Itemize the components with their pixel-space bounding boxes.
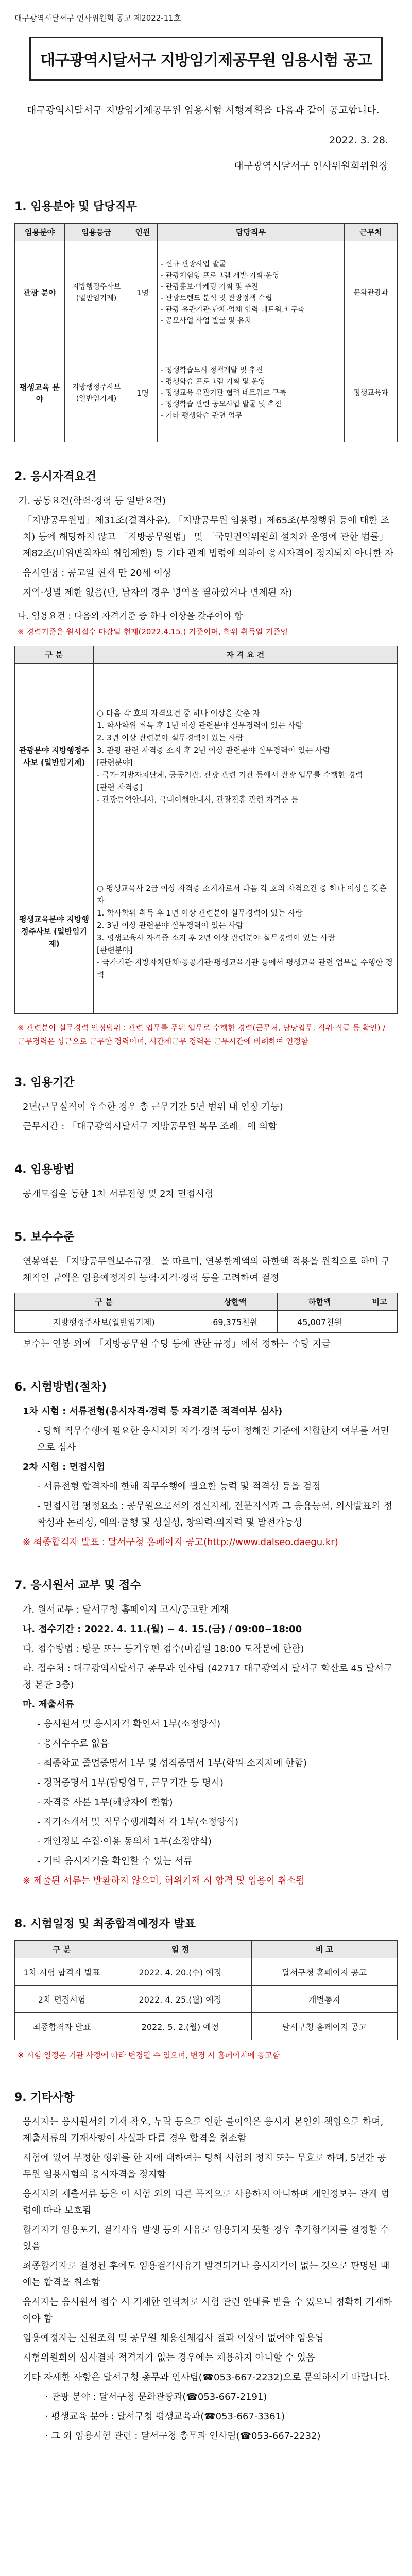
category-cell: 관광분야 지방행정주사보 (일반임기제) [15, 664, 94, 849]
duties-cell: - 평생학습도시 정책개발 및 추진 - 평생학습 프로그램 기획 및 운영 - 평생교육 유관기관 협력 네트워크 구축 - 평생학습 관련 공모사업 발굴 및 추진 - 기타 평생학습 관련 업무 [158, 344, 345, 442]
table-row [15, 849, 398, 1014]
requirement-cell: ○ 평생교육사 2급 이상 자격증 소지자로서 다음 각 호의 자격요건 중 하나 이상을 갖춘 자 1. 학사학위 취득 후 1년 이상 관련분야 실무경력이 있는 사람 2. 3년 이상 관련분야 실무경력이 있는 사람 3. 평생교육사 자격증 소지 후 2년 이상 관련분야 실무경력이 있는 사람 [관련분야] - 국가기관·지방자치단체·공공기관·평생교육기관 등에서 평생교육 관련 업무를 수행한 경력 [94, 849, 398, 1014]
schedule-note-cell: 개별통지 [251, 1986, 397, 2013]
application-office: 라. 접수처 : 대구광역시달서구 총무과 인사팀 (42717 대구광역시 달서구 학산로 45 달서구청 본관 3층) [23, 1663, 393, 1690]
schedule-category-cell: 2차 면접시험 [15, 1986, 109, 2013]
application-distribution: 가. 원서교부 : 달서구청 홈페이지 고시/공고란 게재 [23, 1604, 229, 1615]
schedule-note-cell: 달서구청 홈페이지 공고 [251, 2013, 397, 2040]
document-item: - 자격증 사본 1부(해당자에 한함) [37, 1797, 173, 1808]
document-item: - 최종학교 졸업증명서 1부 및 성적증명서 1부(학위 소지자에 한함) [37, 1758, 307, 1769]
notice-issuer: 대구광역시달서구 인사위원회위원장 [234, 160, 388, 172]
term-item: 근무시간 : 「대구광역시달서구 지방공무원 복무 조례」에 의함 [23, 1121, 277, 1132]
positions-table-header [15, 224, 398, 241]
col-duties: 담당직무 [158, 224, 345, 241]
table-row [15, 1958, 398, 1986]
col-pay-min: 하한액 [278, 1293, 362, 1311]
term-item: 2년(근무실적이 우수한 경우 총 근무기간 5년 범위 내 연장 가능) [23, 1101, 283, 1112]
document-item: - 경력증명서 1부(담당업무, 근무기간 등 명시) [37, 1777, 224, 1788]
schedule-date-cell: 2022. 4. 20.(수) 예정 [109, 1958, 252, 1986]
col-requirement: 자 격 요 건 [94, 646, 398, 664]
documents-note: ※ 제출된 서류는 반환하지 않으며, 허위기재 시 합격 및 임용이 취소됨 [23, 1875, 305, 1886]
document-item: - 자기소개서 및 직무수행계획서 각 1부(소정양식) [37, 1817, 238, 1827]
table-row [15, 241, 398, 344]
misc-item: 합격자가 임용포기, 결격사유 발생 등의 사유로 임용되지 못할 경우 추가합격자를 결정할 수 있음 [23, 2225, 390, 2252]
category-cell: 평생교육분야 지방행정주사보 (일반임기제) [15, 849, 94, 1014]
requirement-note-sub: ※ 경력기준은 원서접수 마감일 현재(2022.4.15.) 기준이며, 학위 취득일 기준임 [18, 627, 288, 636]
pay-table-header [15, 1293, 398, 1311]
pay-category-cell: 지방행정주사보(일반임기제) [15, 1311, 193, 1333]
section-7-heading: 7. 응시원서 교부 및 접수 [14, 1579, 141, 1592]
section-4-heading: 4. 임용방법 [14, 1163, 75, 1176]
pay-table [14, 1293, 398, 1333]
grade-cell: 지방행정주사보 (일반임기제) [65, 344, 128, 442]
pay-allowance: 보수는 연봉 외에 「지방공무원 수당 등에 관한 규정」에서 정하는 수당 지급 [23, 1338, 331, 1349]
col-pay-max: 상한액 [193, 1293, 278, 1311]
notice-intro: 대구광역시달서구 지방임기제공무원 임용시험 시행계획을 다음과 같이 공고합니다. [27, 105, 380, 116]
misc-item: 임용예정자는 신원조회 및 공무원 채용신체검사 결과 이상이 없어야 임용됨 [23, 2333, 324, 2344]
col-pay-note: 비고 [362, 1293, 398, 1311]
schedule-table [14, 1940, 398, 2040]
table-row [15, 2013, 398, 2040]
table-row [15, 1986, 398, 2013]
table-row [15, 1311, 398, 1333]
misc-item: 응시자는 응시원서의 기재 착오, 누락 등으로 인한 불이익은 응시자 본인의 책임으로 하며, 제출서류의 기재사항이 사실과 다를 경우 합격을 취소함 [23, 2116, 384, 2144]
section-9-heading: 9. 기타사항 [14, 2091, 75, 2104]
experience-footnote: ※ 관련분야 실무경력 인정범위 : 관련 업무를 주된 업무로 수행한 경력(근무처, 담당업무, 직위·직급 등 확인) / 근무경력은 상근으로 근무한 경력이며, 시간제근무 경력은 근무시간에 비례하여 인정함 [18, 1023, 386, 1046]
col-pay-category: 구 분 [15, 1293, 193, 1311]
exam-step-2: 2차 시험 : 면접시험 [23, 1462, 106, 1472]
pay-note-cell [362, 1311, 398, 1333]
schedule-category-cell: 최종합격자 발표 [15, 2013, 109, 2040]
col-grade: 임용등급 [65, 224, 128, 241]
notice-title: 대구광역시달서구 지방임기제공무원 임용시험 공고 [29, 37, 383, 81]
col-office: 근무처 [345, 224, 398, 241]
misc-item: 시험에 있어 부정한 행위를 한 자에 대하여는 당해 시험의 정지 또는 무효로 하며, 5년간 공무원 임용시험의 응시자격을 정지함 [23, 2153, 386, 2180]
requirement-common-title: 가. 공통요건(학력·경력 등 일반요건) [19, 496, 166, 506]
table-row [15, 664, 398, 849]
documents-title: 마. 제출서류 [23, 1699, 75, 1710]
requirement-disqualification: 「지방공무원법」제31조(결격사유), 「지방공무원 임용령」제65조(부정행위 등에 대한 조치) 등에 해당하지 않고 「지방공무원법」 및 「국민권익위원회 설치와 운영에 관한 법률」 제82조(비위면직자의 취업제한) 등 기타 관계 법령에 의하여 응시자격이 정지되지 아니한 자 [23, 515, 394, 559]
field-cell: 평생교육 분야 [15, 344, 65, 442]
section-2-heading: 2. 응시자격요건 [14, 470, 96, 483]
grade-cell: 지방행정주사보 (일반임기제) [65, 241, 128, 344]
positions-table [14, 223, 398, 442]
col-schedule-note: 비 고 [251, 1941, 397, 1958]
document-item: - 개인정보 수집·이용 동의서 1부(소정양식) [37, 1836, 212, 1847]
office-cell: 평생교육과 [345, 344, 398, 442]
section-8-heading: 8. 시험일정 및 최종합격예정자 발표 [14, 1918, 196, 1930]
contact-line: · 관광 분야 : 달서구청 문화관광과(☎053-667-2191) [45, 2392, 267, 2402]
section-3-heading: 3. 임용기간 [14, 1076, 75, 1089]
count-cell: 1명 [128, 344, 158, 442]
misc-item: 시험위원회의 심사결과 적격자가 없는 경우에는 채용하지 아니할 수 있음 [23, 2352, 315, 2363]
col-category: 구 분 [15, 646, 94, 664]
exam-step-2-criteria: - 면접시험 평정요소 : 공무원으로서의 정신자세, 전문지식과 그 응용능력, 의사발표의 정확성과 논리성, 예의·품행 및 성실성, 창의력·의지력 및 발전가능성 [37, 1501, 392, 1528]
col-field: 임용분야 [15, 224, 65, 241]
pay-min-cell: 45,007천원 [278, 1311, 362, 1333]
document-item: - 기타 응시자격을 확인할 수 있는 서류 [37, 1856, 193, 1867]
application-period: 나. 접수기간 : 2022. 4. 11.(월) ~ 4. 15.(금) / 09:00~18:00 [23, 1624, 302, 1635]
schedule-table-header [15, 1941, 398, 1958]
application-method: 다. 접수방법 : 방문 또는 등기우편 접수(마감일 18:00 도착분에 한함) [23, 1643, 304, 1654]
qualification-table-header [15, 646, 398, 664]
requirement-note-main: 나. 임용요건 : 다음의 자격기준 중 하나 이상을 갖추어야 함 [18, 611, 243, 621]
exam-final-announcement: ※ 최종합격자 발표 : 달서구청 홈페이지 공고(http://www.dalseo.daegu.kr) [23, 1537, 338, 1548]
office-cell: 문화관광과 [345, 241, 398, 344]
requirement-gender: 지역·성별 제한 없음(단, 남자의 경우 병역을 필하였거나 면제된 자) [23, 587, 293, 598]
section-1-heading: 1. 임용분야 및 담당직무 [14, 200, 137, 213]
qualification-table [14, 646, 398, 1014]
schedule-date-cell: 2022. 4. 25.(월) 예정 [109, 1986, 252, 2013]
duties-cell: - 신규 관광사업 발굴 - 관광체험형 프로그램 개발·기획·운영 - 관광홍보·마케팅 기획 및 추진 - 관광트렌드 분석 및 관광정책 수립 - 관광 유관기관·단체·업체 협력 네트워크 구축 - 공모사업 사업 발굴 및 유치 [158, 241, 345, 344]
misc-item: 응시자는 응시원서 접수 시 기재한 연락처로 시험 관련 안내를 받을 수 있으니 정확히 기재하여야 함 [23, 2297, 392, 2324]
contact-line: · 평생교육 분야 : 달서구청 평생교육과(☎053-667-3361) [45, 2411, 285, 2422]
document-item: - 응시원서 및 응시자격 확인서 1부(소정양식) [37, 1719, 221, 1730]
notice-header [14, 12, 398, 23]
pay-description: 연봉액은 「지방공무원보수규정」을 따르며, 연봉한계액의 하한액 적용을 원칙으로 하며 구체적인 금액은 임용예정자의 능력·자격·경력 등을 고려하여 결정 [23, 1256, 390, 1283]
table-row [15, 344, 398, 442]
requirement-cell: ○ 다음 각 호의 자격요건 중 하나 이상을 갖춘 자 1. 학사학위 취득 후 1년 이상 관련분야 실무경력이 있는 사람 2. 3년 이상 관련분야 실무경력이 있는 사람 3. 관광 관련 자격증 소지 후 2년 이상 관련분야 실무경력이 있는 사람 [관련분야] - 국가·지방자치단체, 공공기관, 관광 관련 기관 등에서 관광 업무를 수행한 경력 [관련 자격증] - 관광통역안내사, 국내여행안내사, 관광진흥 관련 자격증 등 [94, 664, 398, 849]
misc-item: 최종합격자로 결정된 후에도 임용결격사유가 발견되거나 응시자격이 없는 것으로 판명된 때에는 합격을 취소함 [23, 2261, 390, 2288]
contact-line: · 그 외 임용시험 관련 : 달서구청 총무과 인사팀(☎053-667-2232) [45, 2431, 321, 2442]
misc-item: 기타 자세한 사항은 달서구청 총무과 인사팀(☎053-667-2232)으로 문의하시기 바랍니다. [23, 2372, 390, 2383]
notice-date: 2022. 3. 28. [329, 134, 388, 146]
exam-step-1-detail: - 당해 직무수행에 필요한 응시자의 자격·경력 등이 정해진 기준에 적합한지 여부를 서면으로 심사 [37, 1426, 389, 1453]
section-6-heading: 6. 시험방법(절차) [14, 1381, 107, 1394]
section-5-heading: 5. 보수수준 [14, 1231, 75, 1244]
schedule-note-cell: 달서구청 홈페이지 공고 [251, 1958, 397, 1986]
col-schedule-category: 구 분 [15, 1941, 109, 1958]
count-cell: 1명 [128, 241, 158, 344]
col-count: 인원 [128, 224, 158, 241]
schedule-note: ※ 시험 일정은 기관 사정에 따라 변경될 수 있으며, 변경 시 홈페이지에 공고함 [18, 2050, 280, 2060]
notice-number: 대구광역시달서구 인사위원회 공고 제2022-11호 [14, 13, 181, 23]
exam-step-1: 1차 시험 : 서류전형(응시자격·경력 등 자격기준 적격여부 심사) [23, 1406, 283, 1417]
misc-item: 응시자의 제출서류 등은 이 시험 외의 다른 목적으로 사용하지 아니하며 개인정보는 관계 법령에 따라 보호됨 [23, 2189, 390, 2216]
document-item: - 응시수수료 없음 [37, 1738, 109, 1749]
method-item: 공개모집을 통한 1차 서류전형 및 2차 면접시험 [23, 1189, 214, 1199]
col-schedule-date: 일 정 [109, 1941, 252, 1958]
schedule-category-cell: 1차 시험 합격자 발표 [15, 1958, 109, 1986]
schedule-date-cell: 2022. 5. 2.(월) 예정 [109, 2013, 252, 2040]
pay-max-cell: 69,375천원 [193, 1311, 278, 1333]
field-cell: 관광 분야 [15, 241, 65, 344]
requirement-age: 응시연령 : 공고일 현재 만 20세 이상 [23, 568, 172, 579]
requirement-note [18, 608, 394, 639]
exam-step-2-detail: - 서류전형 합격자에 한해 직무수행에 필요한 능력 및 적격성 등을 검정 [37, 1481, 321, 1492]
